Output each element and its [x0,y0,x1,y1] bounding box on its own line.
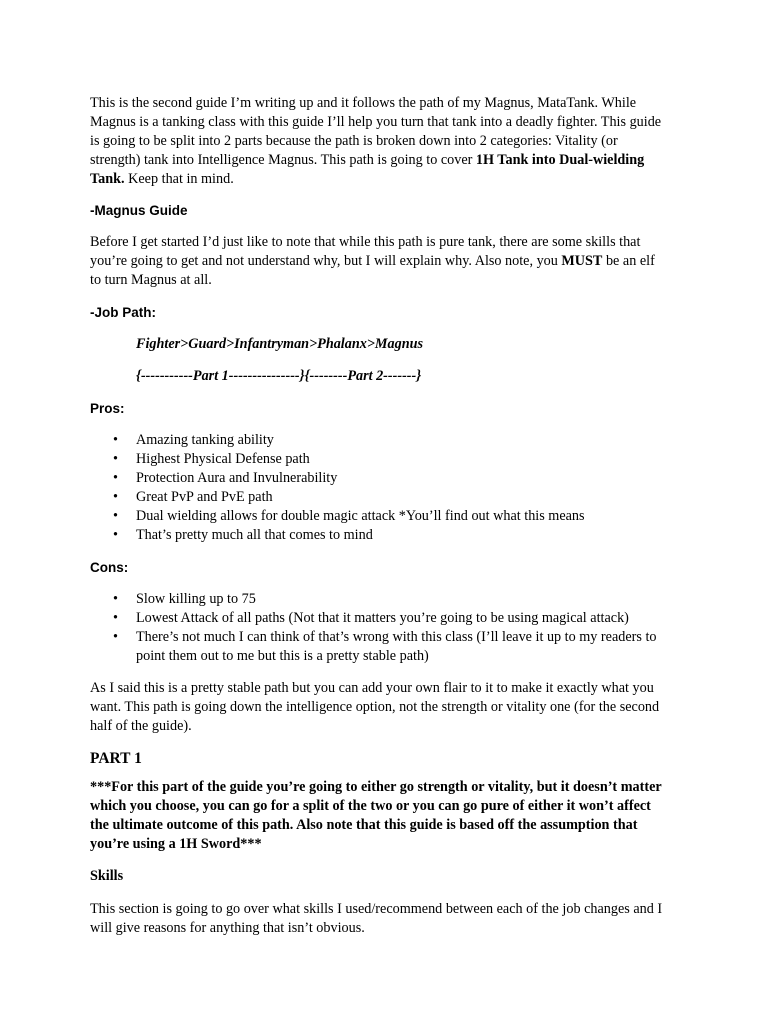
intro-text-end: Keep that in mind. [124,171,234,187]
list-item [90,488,668,507]
cons-list [90,590,668,666]
pros-list [90,431,668,545]
pros-heading: Pros: [90,401,125,416]
magnus-guide-heading: -Magnus Guide [90,203,188,218]
bullet-icon: • [113,470,118,486]
list-item-text: Dual wielding allows for double magic attack *You’ll find out what this means [136,508,585,524]
intro-text: This is the second guide I’m writing up and it follows the path of my Magnus, MataTank. While Magnus is a tanking class with this guide I’ll help you turn that tank into a deadly fighter. This guide is going to be split into 2 parts because the path is broken down into 2 categories: Vitality (or strength) tank into Intelligence Magnus. This path is going to cover [90,95,662,168]
list-item [90,609,668,628]
list-item-text: That’s pretty much all that comes to mind [136,527,373,543]
magnus-guide-text: Before I get started I’d just like to note that while this path is pure tank, there are some skills that you’re going to get and not understand why, but I will explain why. Also note, you [90,234,641,269]
list-item-text: Amazing tanking ability [136,432,274,448]
list-item [90,431,668,450]
list-item-text: Protection Aura and Invulnerability [136,470,338,486]
list-item [90,526,668,545]
cons-heading: Cons: [90,560,129,575]
intro-paragraph [90,94,668,189]
list-item-text: Highest Physical Defense path [136,451,310,467]
list-item [90,590,668,609]
skills-heading: Skills [90,868,124,884]
bullet-icon: • [113,489,118,505]
bullet-icon: • [113,591,118,607]
list-item-text: There’s not much I can think of that’s wrong with this class (I’ll leave it up to my readers to point them out to me but this is a pretty stable path) [136,629,657,664]
job-path-heading: -Job Path: [90,305,156,320]
bullet-icon: • [113,432,118,448]
magnus-guide-paragraph [90,233,668,290]
job-path-line: Fighter>Guard>Infantryman>Phalanx>Magnus [136,336,424,352]
list-item-text: Slow killing up to 75 [136,591,256,607]
part-1-note: ***For this part of the guide you’re going to either go strength or vitality, but it doesn’t matter which you choose, you can go for a split of the two or you can go pure of either it won’t affect the ultimate outcome of this path. Also note that this guide is based off the assumption that you’re using a 1H Sword*** [90,779,662,852]
bullet-icon: • [113,527,118,543]
job-path-parts-line: {-----------Part 1---------------}{--------Part 2-------} [136,368,422,384]
bullet-icon: • [113,610,118,626]
bullet-icon: • [113,629,118,645]
skills-paragraph: This section is going to go over what skills I used/recommend between each of the job changes and I will give reasons for anything that isn’t obvious. [90,901,663,936]
bullet-icon: • [113,451,118,467]
list-item-text: Great PvP and PvE path [136,489,273,505]
summary-paragraph: As I said this is a pretty stable path but you can add your own flair to it to make it exactly what you want. This path is going down the intelligence option, not the strength or vitality one (for the second half of the guide). [90,680,660,734]
list-item-text: Lowest Attack of all paths (Not that it matters you’re going to be using magical attack) [136,610,629,626]
list-item [90,628,668,666]
list-item [90,450,668,469]
part-1-title: PART 1 [90,750,142,767]
list-item [90,469,668,488]
magnus-guide-text-end: be an elf to turn Magnus at all. [90,253,655,288]
list-item [90,507,668,526]
bullet-icon: • [113,508,118,524]
magnus-guide-bold-text: MUST [561,253,603,269]
intro-bold-text: 1H Tank into Dual-wielding Tank. [90,152,645,187]
